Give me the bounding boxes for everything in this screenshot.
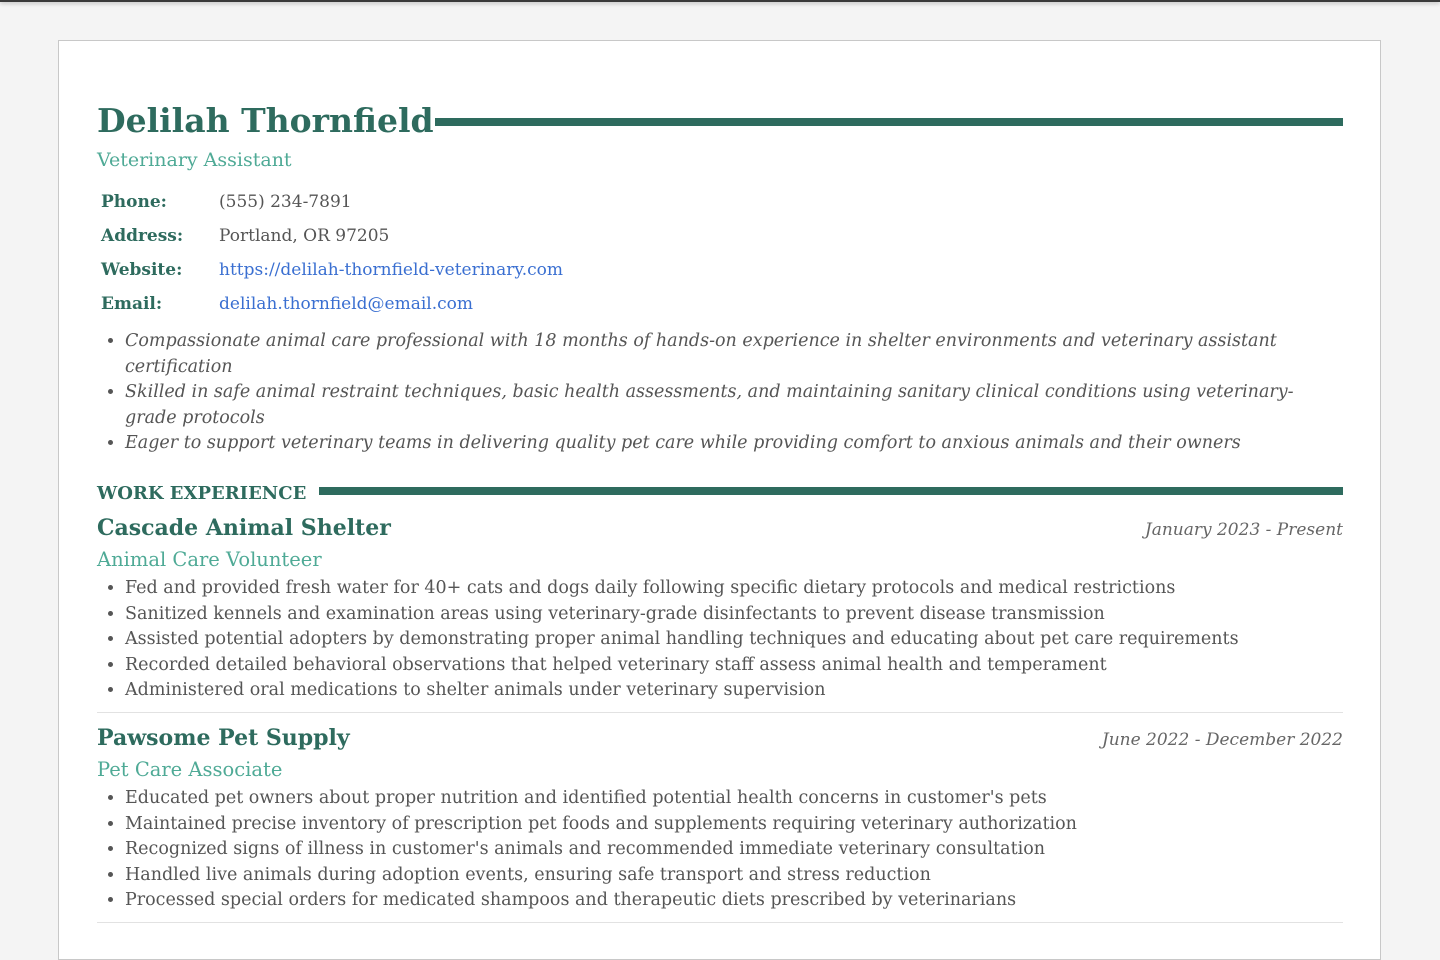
summary-item: • Compassionate animal care professional with 18 months of hands-on experience in shelter environments and veterinary assistant certification (125, 329, 1343, 380)
job-bullet: • Assisted potential adopters by demonstrating proper animal handling techniques and educating about pet care requirements (125, 627, 1343, 653)
address-value: Portland, OR 97205 (219, 226, 390, 246)
job-bullet: • Sanitized kennels and examination areas using veterinary-grade disinfectants to prevent disease transmission (125, 602, 1343, 628)
contact-label: Phone: (101, 192, 167, 212)
summary-item: • Eager to support veterinary teams in delivering quality pet care while providing comfort to anxious animals and their owners (125, 431, 1343, 457)
section-title: WORK EXPERIENCE (97, 483, 307, 504)
contact-label: Email: (101, 294, 163, 314)
job-dates: June 2022 - December 2022 (1101, 730, 1343, 750)
resume-page (58, 40, 1381, 960)
job-company: Cascade Animal Shelter (97, 515, 391, 541)
job-bullet: • Educated pet owners about proper nutrition and identified potential health concerns in customer's pets (125, 786, 1343, 812)
contact-label: Address: (101, 226, 184, 246)
job-bullet-list (97, 786, 1343, 914)
header-rule (435, 118, 1343, 126)
candidate-name: Delilah Thornfield (97, 101, 434, 140)
job-company: Pawsome Pet Supply (97, 725, 350, 751)
job-bullet: • Maintained precise inventory of prescription pet foods and supplements requiring veterinary authorization (125, 812, 1343, 838)
job-bullet: • Recorded detailed behavioral observations that helped veterinary staff assess animal health and temperament (125, 653, 1343, 679)
job-dates: January 2023 - Present (1144, 520, 1343, 540)
job-role: Pet Care Associate (97, 758, 283, 781)
job-divider (97, 712, 1343, 713)
job-role: Animal Care Volunteer (97, 548, 322, 571)
section-rule (319, 487, 1343, 495)
job-bullet: • Administered oral medications to shelter animals under veterinary supervision (125, 678, 1343, 704)
job-bullet: • Processed special orders for medicated shampoos and therapeutic diets prescribed by veterinarians (125, 888, 1343, 914)
work-experience-heading (97, 481, 1343, 507)
job-bullet-list (97, 576, 1343, 704)
candidate-title: Veterinary Assistant (97, 149, 292, 171)
contact-label: Website: (101, 260, 183, 280)
job-bullet: • Recognized signs of illness in customer's animals and recommended immediate veterinary consultation (125, 837, 1343, 863)
job-bullet: • Fed and provided fresh water for 40+ cats and dogs daily following specific dietary protocols and medical restrictions (125, 576, 1343, 602)
job-divider (97, 922, 1343, 923)
job-bullet: • Handled live animals during adoption events, ensuring safe transport and stress reduction (125, 863, 1343, 889)
summary-list (97, 329, 1343, 457)
email-link[interactable]: delilah.thornfield@email.com (219, 294, 474, 314)
summary-item: • Skilled in safe animal restraint techniques, basic health assessments, and maintaining sanitary clinical conditions using veterinary-grade protocols (125, 380, 1343, 431)
phone-value: (555) 234-7891 (219, 192, 352, 212)
window-top-edge (0, 0, 1440, 2)
website-link[interactable]: https://delilah-thornfield-veterinary.com (219, 260, 563, 280)
resume-header (97, 101, 1343, 141)
